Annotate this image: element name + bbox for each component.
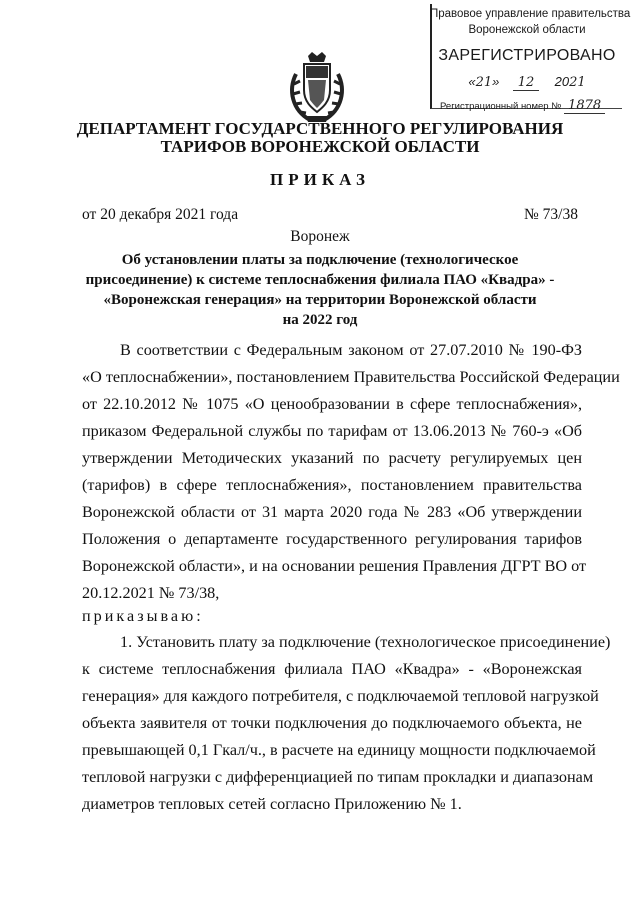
stamp-date-year-prefix: 20 (554, 74, 570, 89)
item1-line: тепловой нагрузки с дифференциацией по типам прокладки и диапазонам (82, 768, 594, 786)
item1-line: генерация» для каждого потребителя, с подключаемой тепловой нагрузкой (82, 687, 599, 705)
stamp-reg-value: 1878 (564, 98, 605, 114)
order-number: № 73/38 (524, 206, 578, 223)
order-word: приказываю: (82, 607, 204, 625)
item1-line: диаметров тепловых сетей согласно Приложению № 1. (82, 795, 462, 813)
item1-line: к системе теплоснабжения филиала ПАО «Квадра» - «Воронежская (82, 660, 582, 678)
emblem-icon (286, 50, 348, 124)
stamp-org-line1: Правовое управление правительства (430, 8, 631, 20)
item1-line: превышающей 0,1 Гкал/ч., в расчете на единицу мощности подключаемой (82, 741, 596, 759)
preamble-line: Воронежской области», и на основании решения Правления ДГРТ ВО от (82, 557, 587, 575)
stamp-date: «21» 12 2021 (468, 74, 586, 90)
item1-line: объекта заявителя от точки подключения до подключаемого объекта, не (82, 714, 582, 732)
stamp-reg-number (440, 98, 605, 113)
department-name-line1: ДЕПАРТАМЕНТ ГОСУДАРСТВЕННОГО РЕГУЛИРОВАНИЯ (76, 119, 564, 138)
document-type-title: ПРИКАЗ (270, 170, 370, 189)
preamble-line: от 22.10.2012 № 1075 «О ценообразовании в сфере теплоснабжения», (82, 395, 582, 413)
preamble-line: 20.12.2021 № 73/38, (82, 584, 220, 602)
subject-line-3: «Воронежская генерация» на территории Воронежской области (103, 292, 537, 308)
stamp-org-line2: Воронежской области (468, 24, 586, 36)
preamble-line: приказом Федеральной службы по тарифам от 13.06.2013 № 760-э «Об (82, 422, 582, 440)
subject-line-1: Об установлении платы за подключение (технологическое (121, 252, 519, 268)
preamble-line: (тарифов) в сфере теплоснабжения», постановлением правительства (82, 476, 582, 494)
preamble-line: Положения о департаменте государственного регулирования тарифов (82, 530, 582, 548)
stamp-reg-label: Регистрационный номер № (440, 101, 562, 112)
city: Воронеж (290, 228, 350, 245)
item1-line: 1. Установить плату за подключение (технологическое присоединение) (120, 633, 611, 651)
registration-stamp (430, 4, 631, 113)
preamble-line: «О теплоснабжении», постановлением Правительства Российской Федерации (82, 368, 620, 386)
coat-of-arms-emblem (286, 50, 348, 124)
stamp-registered: ЗАРЕГИСТРИРОВАНО (438, 47, 616, 64)
preamble-line: утверждении Методических указаний по расчету регулируемых цен (82, 449, 582, 467)
order-date: от 20 декабря 2021 года (82, 206, 239, 223)
subject-line-2: присоединение) к системе теплоснабжения филиала ПАО «Квадра» - (85, 272, 555, 288)
preamble-line: Воронежской области от 31 марта 2020 года № 283 «Об утверждении (82, 503, 582, 521)
subject-line-4: на 2022 год (282, 312, 358, 328)
department-name-line2: ТАРИФОВ ВОРОНЕЖСКОЙ ОБЛАСТИ (160, 137, 480, 156)
stamp-date-month: 12 (513, 75, 539, 91)
stamp-date-year-suffix: 21 (569, 75, 586, 90)
preamble-line: В соответствии с Федеральным законом от 27.07.2010 № 190-ФЗ (120, 341, 582, 359)
stamp-date-day: 21 (475, 75, 493, 90)
